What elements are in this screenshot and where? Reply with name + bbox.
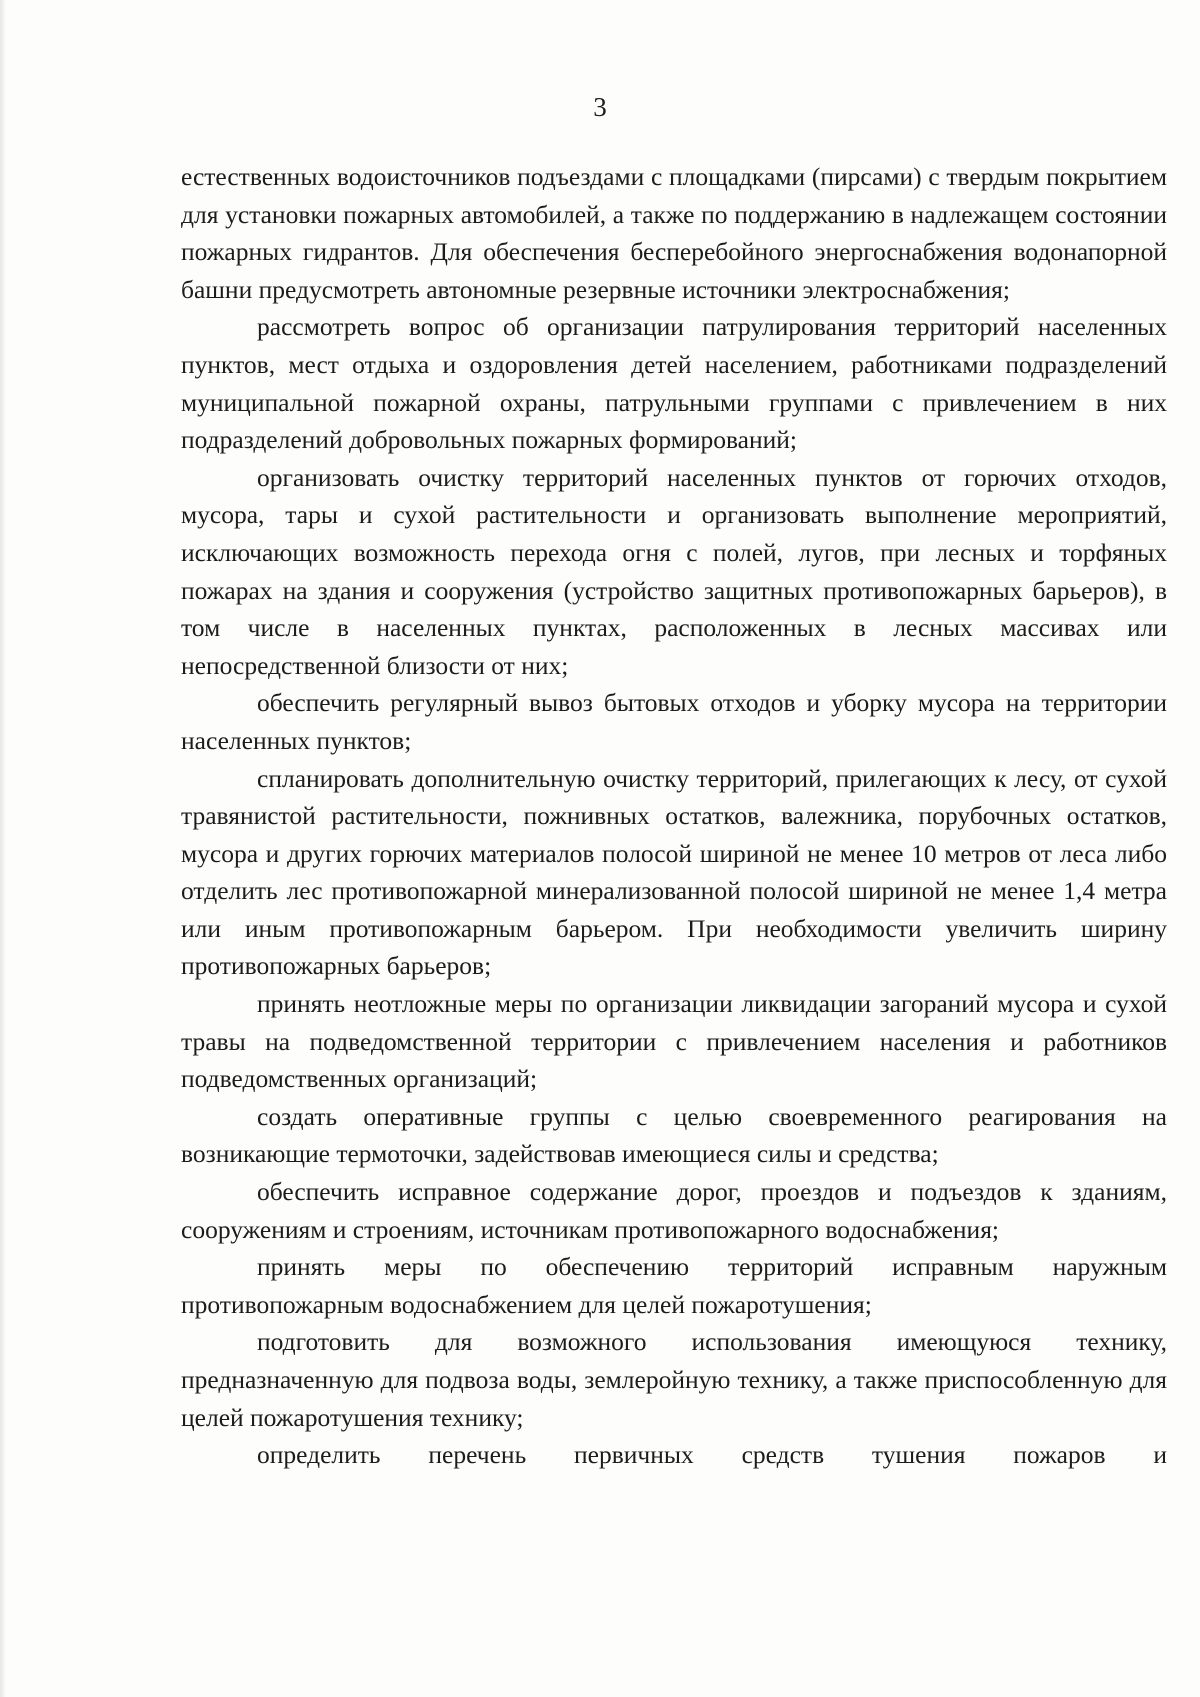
document-body <box>181 158 1167 1474</box>
paragraph-10: подготовить для возможного использования имеющуюся технику, предназначенную для подвоза воды, землеройную технику, а также приспособленную для целей пожаротушения технику; <box>181 1327 1167 1432</box>
paragraph-3: организовать очистку территорий населенных пунктов от горючих отходов, мусора, тары и сухой растительности и организовать выполнение мероприятий, исключающих возможность перехода огня с полей, лугов, при лесных и торфяных пожарах на здания и сооружения (устройство защитных противопожарных барьеров), в том числе в населенных пунктах, расположенных в лесных массивах или непосредственной близости от них; <box>181 462 1167 680</box>
paragraph-2: рассмотреть вопрос об организации патрулирования территорий населенных пунктов, мест отдыха и оздоровления детей населением, работниками подразделений муниципальной пожарной охраны, патрульными группами с привлечением в них подразделений добровольных пожарных формирований; <box>181 312 1167 455</box>
paragraph-6: принять неотложные меры по организации ликвидации загораний мусора и сухой травы на подведомственной территории с привлечением населения и работников подведомственных организаций; <box>181 989 1167 1094</box>
paragraph-4: обеспечить регулярный вывоз бытовых отходов и уборку мусора на территории населенных пунктов; <box>181 688 1167 755</box>
paragraph-8: обеспечить исправное содержание дорог, проездов и подъездов к зданиям, сооружениям и строениям, источникам противопожарного водоснабжения; <box>181 1177 1167 1244</box>
page-number: 3 <box>593 92 607 122</box>
paragraph-5: спланировать дополнительную очистку территорий, прилегающих к лесу, от сухой травянистой растительности, пожнивных остатков, валежника, порубочных остатков, мусора и других горючих материалов полосой шириной не менее 10 метров от леса либо отделить лес противопожарной минерализованной полосой шириной не менее 1,4 метра или иным противопожарным барьером. При необходимости увеличить ширину противопожарных барьеров; <box>181 763 1167 981</box>
scan-edge-shadow <box>0 0 6 1697</box>
paragraph-7: создать оперативные группы с целью своевременного реагирования на возникающие термоточки, задействовав имеющиеся силы и средства; <box>181 1101 1167 1169</box>
paragraph-1: естественных водоисточников подъездами с площадками (пирсами) с твердым покрытием для установки пожарных автомобилей, а также по поддержанию в надлежащем состоянии пожарных гидрантов. Для обеспечения бесперебойного энергоснабжения водонапорной башни предусмотреть автономные резервные источники электроснабжения; <box>181 162 1167 304</box>
paragraph-11: определить перечень первичных средств тушения пожаров и <box>257 1440 1167 1470</box>
paragraph-9: принять меры по обеспечению территорий исправным наружным противопожарным водоснабжением для целей пожаротушения; <box>181 1252 1167 1319</box>
